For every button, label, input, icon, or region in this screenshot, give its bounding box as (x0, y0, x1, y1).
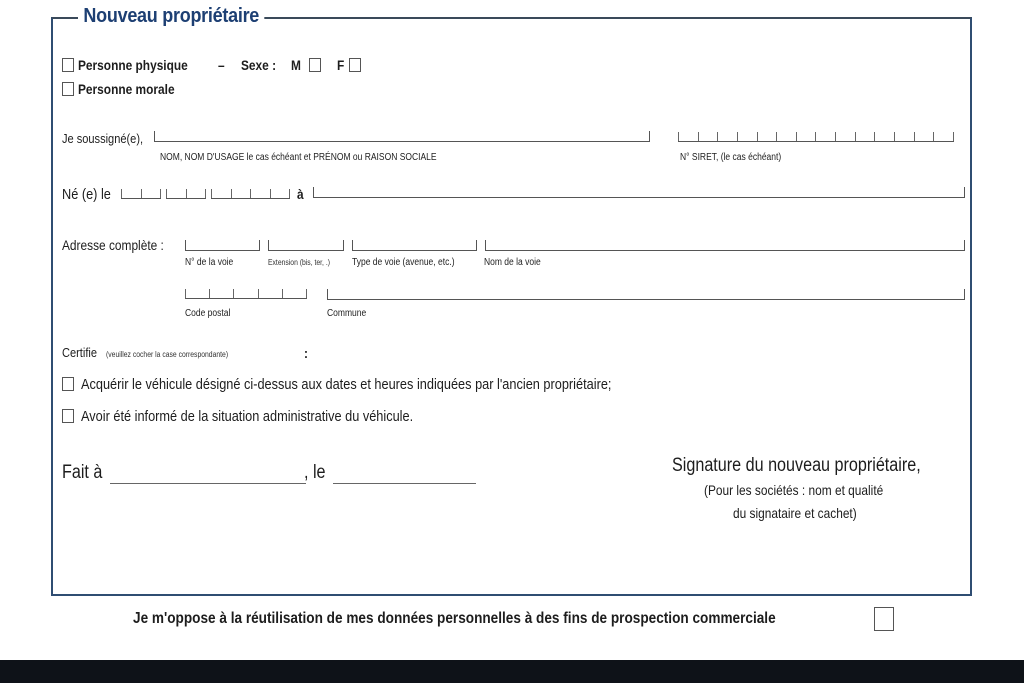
dash: – (218, 57, 225, 73)
label-sexe-m: M (291, 57, 301, 73)
birth-day-input[interactable] (121, 188, 161, 199)
label-fait-a: Fait à (62, 462, 103, 483)
label-le: , le (304, 462, 326, 483)
label-informe: Avoir été informé de la situation administrative du véhicule. (81, 408, 414, 425)
commune-caption: Commune (327, 308, 367, 319)
checkbox-sexe-f[interactable] (349, 58, 361, 72)
numero-caption: N° de la voie (185, 257, 234, 268)
birth-year-input[interactable] (211, 188, 290, 199)
label-personne-physique: Personne physique (78, 57, 188, 73)
birthplace-input[interactable] (313, 187, 965, 198)
section-title: Nouveau propriétaire (78, 5, 264, 28)
extension-caption: Extension (bis, ter, .) (268, 258, 330, 267)
name-input[interactable] (154, 131, 650, 142)
label-acquerir: Acquérir le véhicule désigné ci-dessus aux dates et heures indiquées par l'ancien propriétaire; (81, 376, 612, 393)
nom-voie-input[interactable] (485, 240, 965, 251)
numero-voie-input[interactable] (185, 240, 260, 251)
type-voie-input[interactable] (352, 240, 477, 251)
siret-input[interactable] (678, 131, 954, 142)
siret-caption: N° SIRET, (le cas échéant) (680, 152, 782, 163)
code-postal-input[interactable] (185, 288, 307, 299)
label-sexe: Sexe : (241, 57, 277, 73)
label-sexe-f: F (337, 57, 345, 73)
birth-month-input[interactable] (166, 188, 206, 199)
label-certifie: Certifie (62, 345, 98, 360)
checkbox-informe[interactable] (62, 409, 74, 423)
signature-note-2: du signataire et cachet) (733, 505, 857, 521)
commune-input[interactable] (327, 289, 965, 300)
bottom-bar (0, 660, 1024, 683)
checkbox-sexe-m[interactable] (309, 58, 321, 72)
code-postal-caption: Code postal (185, 308, 231, 319)
fait-a-input[interactable] (110, 482, 306, 484)
date-input[interactable] (333, 482, 476, 484)
label-soussigne: Je soussigné(e), (62, 131, 144, 146)
label-a: à (297, 186, 304, 202)
label-optout: Je m'oppose à la réutilisation de mes données personnelles à des fins de prospection commerciale (133, 610, 776, 627)
extension-input[interactable] (268, 240, 344, 251)
nom-voie-caption: Nom de la voie (484, 257, 541, 268)
certify-colon: : (304, 345, 308, 361)
checkbox-acquerir[interactable] (62, 377, 74, 391)
name-caption: NOM, NOM D'USAGE le cas échéant et PRÉNOM ou RAISON SOCIALE (160, 152, 437, 163)
label-ne-le: Né (e) le (62, 186, 111, 203)
checkbox-personne-morale[interactable] (62, 82, 74, 96)
signature-title: Signature du nouveau propriétaire, (672, 455, 921, 476)
label-adresse: Adresse complète : (62, 237, 164, 253)
certify-hint: (veuillez cocher la case correspondante) (106, 350, 229, 359)
type-caption: Type de voie (avenue, etc.) (352, 257, 455, 268)
signature-note-1: (Pour les sociétés : nom et qualité (704, 482, 884, 498)
checkbox-personne-physique[interactable] (62, 58, 74, 72)
checkbox-optout[interactable] (874, 607, 894, 631)
label-personne-morale: Personne morale (78, 81, 175, 97)
